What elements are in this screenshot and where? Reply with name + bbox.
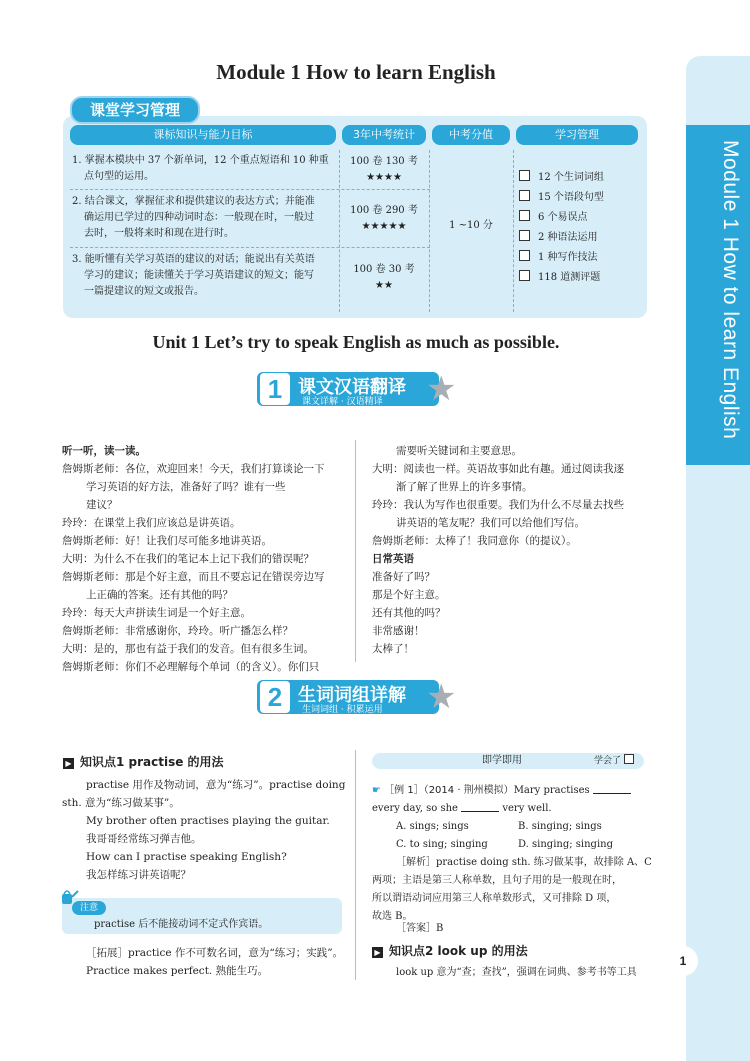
column-divider [355, 750, 356, 980]
play-icon: ▶ [372, 947, 383, 958]
checkbox[interactable] [624, 754, 634, 764]
options-right: B. singing; sings D. singing; singing [518, 821, 613, 850]
section2-subtitle: 生词词组 · 积累运用 [302, 705, 383, 715]
checkbox[interactable] [519, 230, 530, 241]
checkbox[interactable] [519, 190, 530, 201]
answer-blank [461, 801, 499, 812]
stat-1: 100 卷 130 考 ★★★★ [350, 156, 418, 183]
translation-left: 听一听，读一读。 詹姆斯老师：各位，欢迎回来！今天，我们打算谈论一下 学习英语的好方法，准备好了吗？谁有一些 建议？ 玲玲：在课堂上我们应该总是讲英语。 詹姆斯老师：好！让我们尽可能多地讲英语。 大明：为什么不在我们的笔记本上记下我们的错误呢？ 詹姆斯老师：那是个好主意，而且不要忘记在错误旁边写 上正确的答案。还有其他的吗？ 玲玲：每天大声拼读生词是一个好主意。 詹姆斯老师：非常感谢你，玲玲。听广播怎么样？ 大明：是的，那也有益于我们的发音。但有很多生词。 詹姆斯老师：你们不必理解每个单词（的含义）。你们只 [62, 445, 325, 673]
checklist-item[interactable]: 15 个语段句型 [519, 190, 604, 204]
section2-title: 生词词组详解 [298, 685, 406, 706]
analysis: ［解析］practise doing sth. 练习做某事，故排除 A、C 两项；主语是第三人称单数，且句子用的是一般现在时， 所以谓语动词应用第三人称单数形式，又可排除 D 项， 故选 B。 [372, 857, 652, 922]
goal-2: 2. 结合课文，掌握征求和提供建议的表达方式；并能准 确运用已学过的四种动词时态：一般现在时，一般过 去时，一般将来时和现在进行时。 [72, 196, 315, 239]
col-sep [513, 150, 514, 312]
header-stats: 3年中考统计 [342, 125, 426, 145]
checklist-item[interactable]: 118 道测评题 [519, 270, 600, 284]
knowledge-point-1-extension: ［拓展］practice 作不可数名词，意为“练习；实践”。 Practice makes perfect. 熟能生巧。 [86, 947, 344, 977]
answer-blank [593, 783, 631, 794]
col-sep [429, 150, 430, 312]
section1-title: 课文汉语翻译 [298, 377, 406, 398]
learned-check[interactable]: 学会了 [594, 752, 634, 770]
header-goals: 课标知识与能力目标 [70, 125, 336, 145]
section1-subtitle: 课文详解 · 汉语精译 [302, 397, 383, 407]
column-divider [355, 440, 356, 662]
play-icon: ▶ [63, 758, 74, 769]
module-title: Module 1 How to learn English [216, 60, 496, 84]
score-range: 1 ~10 分 [449, 220, 493, 231]
star-icon: ★ [426, 677, 457, 717]
checklist-item[interactable]: 12 个生词词组 [519, 170, 604, 184]
row-sep [70, 247, 430, 248]
section1-number: 1 [260, 373, 290, 405]
translation-right: 需要听关键词和主要意思。 大明：阅读也一样。英语故事如此有趣。通过阅读我逐 渐了解了世界上的许多事情。 玲玲：我认为写作也很重要。我们为什么不尽量去找些 讲英语的笔友呢？我们可以给他们写信。 詹姆斯老师：太棒了！我同意你（的提议）。 日常英语 准备好了吗？ 那是个好主意。 还有其他的吗？ 非常感谢！ 太棒了！ [372, 445, 624, 655]
checkbox[interactable] [519, 250, 530, 261]
checklist-item[interactable]: 2 种语法运用 [519, 230, 598, 244]
stat-3: 100 卷 30 考 ★★ [353, 264, 415, 291]
knowledge-point-1-heading: ▶ 知识点1 practise 的用法 [63, 753, 224, 770]
section2-number: 2 [260, 681, 290, 713]
stat-2: 100 卷 290 考 ★★★★★ [350, 205, 418, 232]
checklist-item[interactable]: 6 个易误点 [519, 210, 588, 224]
pointer-icon: ☛ [372, 785, 381, 796]
options-left: A. sings; sings C. to sing; singing [396, 821, 488, 850]
side-tab-label: Module 1 How to learn English [719, 140, 742, 440]
unit-title: Unit 1 Let’s try to speak English as much as possible. [152, 332, 560, 352]
management-tag: 课堂学习管理 [70, 96, 200, 124]
row-sep [70, 189, 430, 190]
checklist-item[interactable]: 1 种写作技法 [519, 250, 598, 264]
note-tag: 注意 [72, 901, 106, 915]
practice-bar-label: 即学即用 [482, 755, 522, 766]
checkbox[interactable] [519, 170, 530, 181]
header-score: 中考分值 [432, 125, 510, 145]
goal-1: 1. 掌握本模块中 37 个新单词，12 个重点短语和 10 种重 点句型的运用。 [72, 155, 329, 182]
checkbox[interactable] [519, 210, 530, 221]
note-text: practise 后不能接动词不定式作宾语。 [94, 919, 269, 930]
goal-3: 3. 能听懂有关学习英语的建议的对话；能说出有关英语 学习的建议；能读懂关于学习英语建议的短文；能写 一篇提建议的短文或报告。 [72, 254, 315, 297]
header-manage: 学习管理 [516, 125, 638, 145]
example-1: ☛ ［例 1］（2014 · 荆州模拟）Mary practises every day, so she very well. [372, 782, 631, 818]
checkbox[interactable] [519, 270, 530, 281]
col-sep [339, 150, 340, 312]
knowledge-point-2-heading: ▶ 知识点2 look up 的用法 [372, 942, 528, 959]
page-number: 1 [668, 946, 698, 976]
star-icon: ★ [426, 369, 457, 409]
knowledge-point-1-body: practise 用作及物动词，意为“练习”。practise doing sth. 意为“练习做某事”。 My brother often practises playing the guitar. 我哥哥经常练习弹吉他。 How can I practise speaking English? 我怎样练习讲英语呢？ [62, 779, 346, 881]
answer: ［答案］B [396, 923, 444, 934]
knowledge-point-2-body: look up 意为“查；查找”，强调在词典、参考书等工具 [396, 967, 637, 978]
